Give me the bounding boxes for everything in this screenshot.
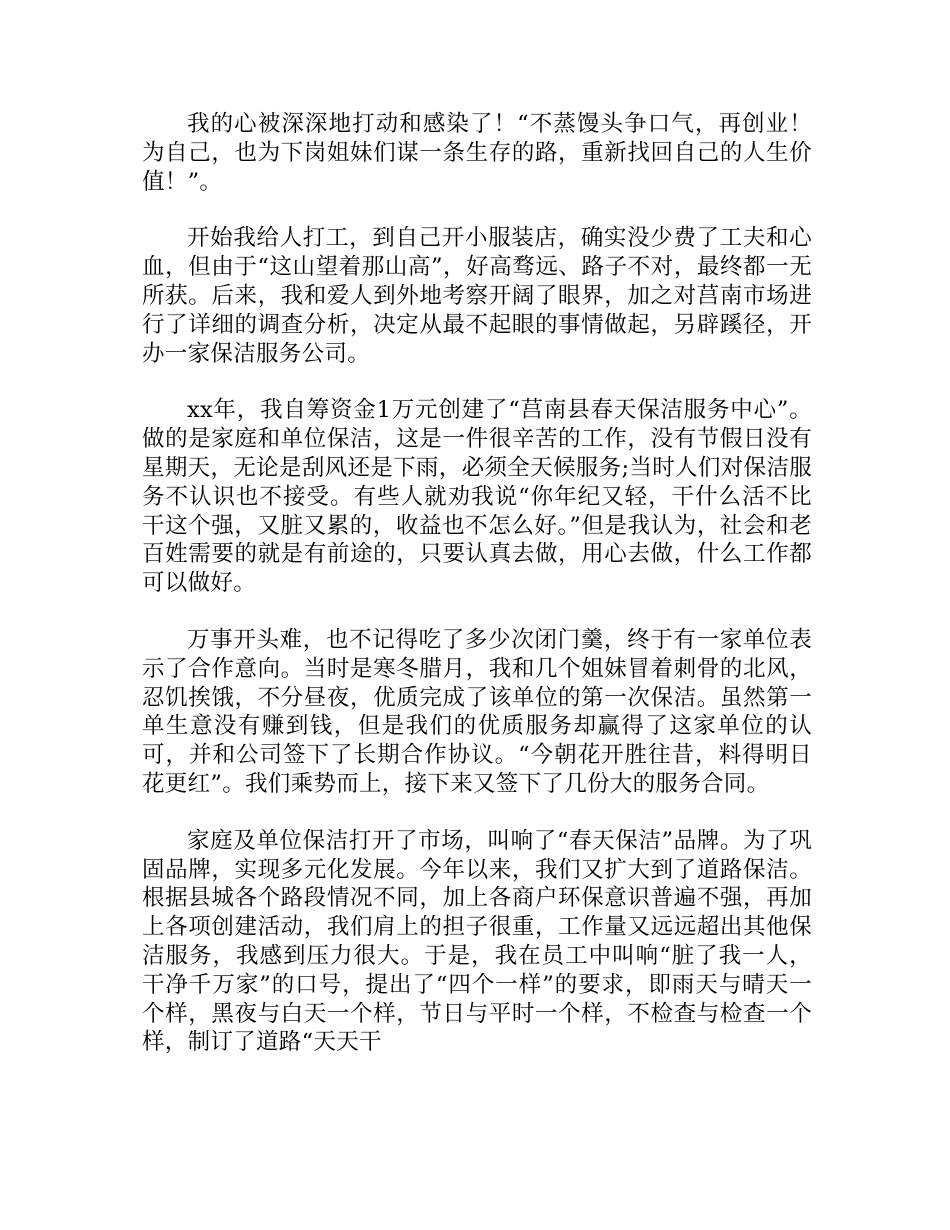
document-page xyxy=(142,110,812,1057)
paragraph-4: 万事开头难，也不记得吃了多少次闭门羹，终于有一家单位表示了合作意向。当时是寒冬腊月，我和几个姐妹冒着刺骨的北风，忍饥挨饿，不分昼夜，优质完成了该单位的第一次保洁。虽然第一单生意没有赚到钱，但是我们的优质服务却赢得了这家单位的认可，并和公司签下了长期合作协议。“今朝花开胜往昔，料得明日花更红”。我们乘势而上，接下来又签下了几份大的服务合同。 xyxy=(142,626,812,797)
paragraph-1: 我的心被深深地打动和感染了！“不蒸馒头争口气，再创业！为自己，也为下岗姐妹们谋一条生存的路，重新找回自己的人生价值！”。 xyxy=(142,111,812,195)
paragraph-5: 家庭及单位保洁打开了市场，叫响了“春天保洁”品牌。为了巩固品牌，实现多元化发展。今年以来，我们又扩大到了道路保洁。根据县城各个路段情况不同，加上各商户环保意识普遍不强，再加上各项创建活动，我们肩上的担子很重，工作量又远远超出其他保洁服务，我感到压力很大。于是，我在员工中叫响“脏了我一人，干净千万家”的口号，提出了“四个一样”的要求，即雨天与晴天一个样，黑夜与白天一个样，节日与平时一个样，不检查与检查一个样，制订了道路“天天干 xyxy=(142,827,812,1056)
paragraph-3: xx年，我自筹资金1万元创建了“莒南县春天保洁服务中心”。做的是家庭和单位保洁，这是一件很辛苦的工作，没有节假日没有星期天，无论是刮风还是下雨，必须全天候服务;当时人们对保洁服务不认识也不接受。有些人就劝我说“你年纪又轻，干什么活不比干这个强，又脏又累的，收益也不怎么好。”但是我认为，社会和老百姓需要的就是有前途的，只要认真去做，用心去做，什么工作都可以做好。 xyxy=(142,397,812,597)
paragraph-2: 开始我给人打工，到自己开小服装店，确实没少费了工夫和心血，但由于“这山望着那山高”，好高骛远、路子不对，最终都一无所获。后来，我和爱人到外地考察开阔了眼界，加之对莒南市场进行了详细的调查分析，决定从最不起眼的事情做起，另辟蹊径，开办一家保洁服务公司。 xyxy=(142,225,812,367)
